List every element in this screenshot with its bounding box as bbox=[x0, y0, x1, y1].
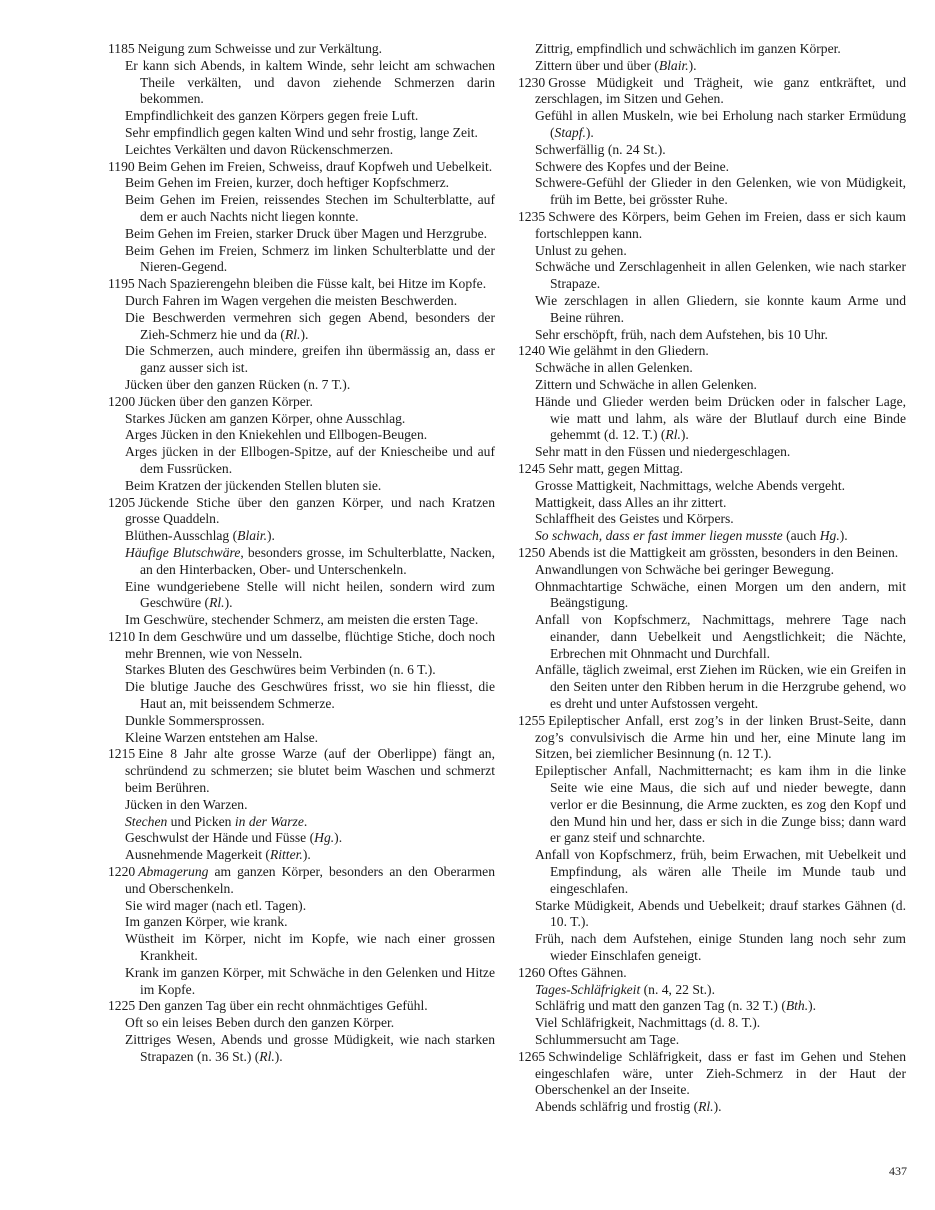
entry-text: Starkes Bluten des Geschwüres beim Verbinden (n. 6 T.). bbox=[125, 662, 436, 678]
entry-text: Grosse Mattigkeit, Nachmittags, welche Abends vergeht. bbox=[535, 477, 846, 493]
symptom-entry bbox=[108, 713, 495, 730]
entry-text: Beim Gehen im Freien, starker Druck über Magen und Herzgrube. bbox=[125, 225, 487, 241]
entry-text: Sehr matt, gegen Mittag. bbox=[548, 460, 683, 476]
symptom-entry bbox=[108, 830, 495, 847]
entry-text: Neigung zum Schweisse und zur Verkältung. bbox=[137, 41, 383, 56]
symptom-entry bbox=[518, 58, 906, 75]
numbered-symptom-entry bbox=[518, 965, 906, 982]
entry-text: Kleine Warzen entstehen am Halse. bbox=[125, 729, 319, 745]
symptom-entry bbox=[108, 965, 495, 999]
entry-text: Oft so ein leises Beben durch den ganzen Körper. bbox=[125, 1015, 395, 1031]
italic-text: Stechen bbox=[125, 813, 168, 829]
entry-text: Gefühl in allen Muskeln, wie bei Erholung nach starker Ermüdung ( bbox=[535, 108, 906, 140]
entry-text: Leichtes Verkälten und davon Rückenschmerzen. bbox=[125, 141, 394, 157]
entry-text: Epileptischer Anfall, erst zog’s in der linken Brust-Seite, dann zog’s convulsivisch die Arme hin und her, eine Minute lang im Sitzen, bei ziemlicher Besinnung (n. 12 T.). bbox=[535, 712, 906, 762]
symptom-entry bbox=[108, 243, 495, 277]
italic-text: Tages-Schläfrigkeit bbox=[535, 981, 641, 997]
entry-number: 1260 bbox=[518, 964, 546, 980]
symptom-entry bbox=[108, 528, 495, 545]
entry-text: Empfindlichkeit des ganzen Körpers gegen freie Luft. bbox=[125, 108, 419, 124]
entry-text: In dem Geschwüre und um dasselbe, flüchtige Stiche, doch noch mehr Brennen, wie von Nesseln. bbox=[125, 628, 495, 661]
entry-text: Schwäche und Zerschlagenheit in allen Gelenken, wie nach starker Strapaze. bbox=[535, 259, 906, 292]
entry-text: Jücken in den Warzen. bbox=[125, 796, 248, 812]
symptom-entry bbox=[108, 545, 495, 579]
entry-text: Jücken über den ganzen Rücken (n. 7 T.). bbox=[125, 376, 351, 392]
entry-number: 1190 bbox=[108, 158, 135, 174]
entry-text: Blüthen-Ausschlag ( bbox=[125, 528, 238, 544]
entry-text: Schwäche in allen Gelenken. bbox=[535, 360, 693, 376]
entry-text: Schwere-Gefühl der Glieder in den Gelenken, wie von Müdigkeit, früh im Bette, bei grösster Ruhe. bbox=[535, 175, 906, 208]
entry-number: 1230 bbox=[518, 74, 546, 90]
entry-number: 1210 bbox=[108, 628, 136, 644]
numbered-symptom-entry bbox=[108, 394, 495, 411]
entry-text: ). bbox=[808, 998, 817, 1014]
entry-text: Krank im ganzen Körper, mit Schwäche in den Gelenken und Hitze im Kopfe. bbox=[125, 964, 495, 997]
symptom-entry bbox=[518, 1032, 906, 1049]
entry-text: Beim Gehen im Freien, Schweiss, drauf Kopfweh und Uebelkeit. bbox=[137, 158, 493, 174]
symptom-entry bbox=[518, 612, 906, 662]
symptom-entry bbox=[518, 511, 906, 528]
entry-text: Eine wundgeriebene Stelle will nicht heilen, sondern wird zum Geschwüre ( bbox=[125, 578, 495, 611]
entry-text: Schwindelige Schläfrigkeit, dass er fast im Gehen und Stehen eingeschlafen wäre, unter Zieh-Schmerz in der Haut der Oberschenkel an der Inseite. bbox=[535, 1048, 906, 1098]
italic-text: Abmagerung bbox=[138, 864, 209, 880]
symptom-entry bbox=[518, 327, 906, 344]
entry-text: und Picken bbox=[167, 813, 235, 829]
numbered-symptom-entry bbox=[108, 495, 495, 529]
entry-text: , besonders grosse, im Schulterblatte, Nacken, an den Hinterbacken, Ober- und Unterschenkeln. bbox=[140, 544, 495, 577]
entry-text: Ohnmachtartige Schwäche, einen Morgen um den andern, mit Beängstigung. bbox=[535, 578, 906, 611]
entry-text: Beim Kratzen der jückenden Stellen bluten sie. bbox=[125, 477, 382, 493]
entry-text: Die Beschwerden vermehren sich gegen Abend, besonders der Zieh-Schmerz hie und da ( bbox=[125, 309, 495, 342]
symptom-entry bbox=[518, 394, 906, 444]
entry-number: 1200 bbox=[108, 393, 136, 409]
entry-text: ). bbox=[334, 830, 343, 846]
entry-text: Schwere des Kopfes und der Beine. bbox=[535, 158, 730, 174]
symptom-entry bbox=[518, 293, 906, 327]
symptom-entry bbox=[108, 931, 495, 965]
entry-text: Wie zerschlagen in allen Gliedern, sie konnte kaum Arme und Beine rühren. bbox=[535, 292, 906, 325]
symptom-entry bbox=[518, 1099, 906, 1116]
numbered-symptom-entry bbox=[518, 75, 906, 109]
symptom-entry bbox=[518, 259, 906, 293]
entry-text: Wie gelähmt in den Gliedern. bbox=[548, 343, 709, 359]
symptom-entry bbox=[108, 662, 495, 679]
symptom-entry bbox=[518, 763, 906, 847]
symptom-entry bbox=[518, 662, 906, 712]
entry-text: Anwandlungen von Schwäche bei geringer Bewegung. bbox=[535, 561, 834, 577]
italic-text: So schwach, dass er fast immer liegen musste bbox=[535, 528, 783, 544]
entry-number: 1250 bbox=[518, 544, 546, 560]
entry-text: Wüstheit im Körper, nicht im Kopfe, wie nach einer grossen Krankheit. bbox=[125, 931, 495, 964]
symptom-entry bbox=[108, 142, 495, 159]
italic-text: in der Warze bbox=[234, 813, 304, 829]
symptom-entry bbox=[518, 998, 906, 1015]
symptom-entry bbox=[518, 495, 906, 512]
entry-text: Den ganzen Tag über ein recht ohnmächtiges Gefühl. bbox=[138, 998, 428, 1014]
symptom-entry bbox=[518, 377, 906, 394]
entry-text: Jücken über den ganzen Körper. bbox=[138, 393, 313, 409]
entry-text: ). bbox=[302, 847, 311, 863]
entry-number: 1225 bbox=[108, 998, 136, 1014]
entry-text: ). bbox=[713, 1099, 722, 1115]
entry-text: ). bbox=[585, 124, 594, 140]
symptom-entry bbox=[108, 192, 495, 226]
entry-text: ). bbox=[274, 1048, 283, 1064]
entry-text: Grosse Müdigkeit und Trägheit, wie ganz entkräftet, und zerschlagen, im Sitzen und Gehen. bbox=[535, 74, 906, 107]
entry-text: Ausnehmende Magerkeit ( bbox=[125, 847, 270, 863]
symptom-entry bbox=[518, 847, 906, 897]
entry-text: Arges Jücken in den Kniekehlen und Ellbogen-Beugen. bbox=[125, 427, 428, 443]
entry-text: Im Geschwüre, stechender Schmerz, am meisten die ersten Tage. bbox=[125, 612, 479, 628]
entry-text: Eine 8 Jahr alte grosse Warze (auf der Oberlippe) fängt an, schründend zu schmerzen; sie blutet beim Waschen und schmerzt beim Berühren. bbox=[125, 746, 495, 796]
entry-text: Beim Gehen im Freien, reissendes Stechen im Schulterblatte, auf dem er auch Nachts nicht liegen konnte. bbox=[125, 192, 495, 224]
symptom-entry bbox=[518, 360, 906, 377]
symptom-entry bbox=[108, 579, 495, 613]
entry-text: Schwere des Körpers, beim Gehen im Freien, dass er sich kaum fortschleppen kann. bbox=[535, 208, 906, 241]
entry-text: Zittrig, empfindlich und schwächlich im ganzen Körper. bbox=[535, 41, 841, 56]
italic-text: Häufige Blutschwäre bbox=[125, 544, 241, 560]
entry-text: ). bbox=[688, 57, 697, 73]
numbered-symptom-entry bbox=[518, 461, 906, 478]
entry-text: Viel Schläfrigkeit, Nachmittags (d. 8. T.). bbox=[535, 1015, 761, 1031]
numbered-symptom-entry bbox=[518, 343, 906, 360]
symptom-entry bbox=[108, 125, 495, 142]
symptom-entry bbox=[108, 797, 495, 814]
numbered-symptom-entry bbox=[518, 713, 906, 763]
entry-text: Zittern über und über ( bbox=[535, 57, 659, 73]
numbered-symptom-entry bbox=[108, 746, 495, 796]
symptom-entry bbox=[518, 982, 906, 999]
entry-text: ). bbox=[680, 427, 689, 443]
symptom-entry bbox=[108, 293, 495, 310]
entry-text: Sehr matt in den Füssen und niedergeschlagen. bbox=[535, 444, 791, 460]
entry-number: 1195 bbox=[108, 276, 135, 292]
symptom-entry bbox=[518, 159, 906, 176]
entry-text: (auch bbox=[782, 528, 820, 544]
entry-text: Die blutige Jauche des Geschwüres frisst, wo sie hin fliesst, die Haut an, mit beissendem Schmerze. bbox=[125, 679, 495, 712]
symptom-entry bbox=[108, 1015, 495, 1032]
entry-number: 1220 bbox=[108, 864, 136, 880]
entry-text: Zittriges Wesen, Abends und grosse Müdigkeit, wie nach starken Strapazen (n. 36 St.) ( bbox=[125, 1032, 495, 1064]
entry-text: Epileptischer Anfall, Nachmitternacht; es kam ihm in die linke Seite wie eine Maus, die sich auf und nieder bewegte, dann verlor er die Besinnung, die Arme zuckten, es zog den Kopf und den Mund hin und her, dass er sich in die Zunge biss; dann ward er ganz steif und schnarchte. bbox=[535, 763, 906, 846]
italic-text: Blair. bbox=[237, 528, 267, 544]
symptom-entry bbox=[108, 612, 495, 629]
symptom-entry bbox=[108, 847, 495, 864]
symptom-entry bbox=[108, 679, 495, 713]
symptom-entry bbox=[108, 108, 495, 125]
italic-text: Rl. bbox=[698, 1099, 714, 1115]
symptom-entry bbox=[518, 579, 906, 613]
entry-number: 1265 bbox=[518, 1048, 546, 1064]
italic-text: Hg. bbox=[819, 528, 840, 544]
entry-text: Abends schläfrig und frostig ( bbox=[535, 1099, 699, 1115]
numbered-symptom-entry bbox=[518, 545, 906, 562]
entry-text: Abends ist die Mattigkeit am grössten, besonders in den Beinen. bbox=[548, 544, 899, 560]
italic-text: Bth. bbox=[785, 998, 809, 1014]
symptom-entry bbox=[518, 108, 906, 142]
entry-text: . bbox=[303, 813, 308, 829]
symptom-entry bbox=[108, 1032, 495, 1066]
symptom-entry bbox=[518, 931, 906, 965]
symptom-entry bbox=[518, 528, 906, 545]
entry-number: 1240 bbox=[518, 343, 546, 359]
left-column bbox=[108, 41, 495, 1066]
numbered-symptom-entry bbox=[108, 41, 495, 58]
entry-text: Dunkle Sommersprossen. bbox=[125, 712, 265, 728]
entry-text: Mattigkeit, dass Alles an ihr zittert. bbox=[535, 494, 727, 510]
symptom-entry bbox=[108, 814, 495, 831]
numbered-symptom-entry bbox=[108, 276, 495, 293]
symptom-entry bbox=[108, 175, 495, 192]
entry-text: Die Schmerzen, auch mindere, greifen ihn übermässig an, dass er ganz ausser sich ist. bbox=[125, 343, 495, 376]
entry-text: Schlummersucht am Tage. bbox=[535, 1032, 680, 1048]
symptom-entry bbox=[108, 444, 495, 478]
entry-text: Starkes Jücken am ganzen Körper, ohne Ausschlag. bbox=[125, 410, 406, 426]
entry-text: (n. 4, 22 St.). bbox=[640, 981, 715, 997]
symptom-entry bbox=[518, 142, 906, 159]
entry-text: Sehr empfindlich gegen kalten Wind und sehr frostig, lange Zeit. bbox=[125, 124, 478, 140]
symptom-entry bbox=[108, 411, 495, 428]
entry-text: Anfälle, täglich zweimal, erst Ziehen im Rücken, wie ein Greifen in den Seiten unter den Ribben herum in die Herzgrube gehend, wo es dreht und unter Aufstossen vergeht. bbox=[535, 662, 906, 712]
symptom-entry bbox=[108, 226, 495, 243]
entry-text: Starke Müdigkeit, Abends und Uebelkeit; drauf starkes Gähnen (d. 10. T.). bbox=[535, 897, 906, 930]
symptom-entry bbox=[108, 914, 495, 931]
symptom-entry bbox=[518, 41, 906, 58]
entry-text: Hände und Glieder werden beim Drücken oder in falscher Lage, wie matt und lahm, als wäre der Blutlauf durch eine Binde gehemmt (d. 12. T.) ( bbox=[535, 393, 906, 443]
entry-text: ). bbox=[839, 528, 848, 544]
symptom-entry bbox=[108, 310, 495, 344]
symptom-entry bbox=[518, 243, 906, 260]
entry-text: Jückende Stiche über den ganzen Körper, und nach Kratzen grosse Quaddeln. bbox=[125, 494, 495, 527]
entry-text: ). bbox=[266, 528, 275, 544]
numbered-symptom-entry bbox=[108, 629, 495, 663]
entry-text: ). bbox=[224, 595, 233, 611]
italic-text: Rl. bbox=[259, 1048, 275, 1064]
entry-text: Beim Gehen im Freien, Schmerz im linken Schulterblatte und der Nieren-Gegend. bbox=[125, 242, 495, 275]
numbered-symptom-entry bbox=[108, 998, 495, 1015]
numbered-symptom-entry bbox=[518, 1049, 906, 1099]
italic-text: Rl. bbox=[284, 326, 301, 342]
entry-text: Im ganzen Körper, wie krank. bbox=[125, 914, 288, 930]
entry-number: 1215 bbox=[108, 746, 136, 762]
symptom-entry bbox=[518, 898, 906, 932]
symptom-entry bbox=[108, 58, 495, 108]
italic-text: Blair. bbox=[658, 57, 689, 73]
entry-text: Er kann sich Abends, in kaltem Winde, sehr leicht am schwachen Theile verkälten, und davon ziehende Schmerzen darin bekommen. bbox=[125, 57, 495, 107]
entry-text: Schläfrig und matt den ganzen Tag (n. 32 T.) ( bbox=[535, 998, 786, 1014]
entry-text: Beim Gehen im Freien, kurzer, doch heftiger Kopfschmerz. bbox=[125, 175, 450, 191]
entry-text: Durch Fahren im Wagen vergehen die meisten Beschwerden. bbox=[125, 292, 458, 308]
symptom-entry bbox=[518, 444, 906, 461]
numbered-symptom-entry bbox=[108, 159, 495, 176]
symptom-entry bbox=[108, 478, 495, 495]
symptom-entry bbox=[108, 730, 495, 747]
italic-text: Stapf. bbox=[554, 124, 586, 140]
page-number: 437 bbox=[889, 1164, 907, 1178]
entry-text: Sehr erschöpft, früh, nach dem Aufstehen, bis 10 Uhr. bbox=[535, 326, 828, 342]
entry-text: Oftes Gähnen. bbox=[548, 964, 627, 980]
entry-text: am ganzen Körper, besonders an den Oberarmen und Oberschenkeln. bbox=[125, 864, 495, 896]
entry-text: Anfall von Kopfschmerz, Nachmittags, mehrere Tage nach einander, dann Uebelkeit und Aengstlichkeit; die Nächte, Erbrechen mit Ohnmacht und Durchfall. bbox=[535, 612, 906, 661]
symptom-entry bbox=[518, 1015, 906, 1032]
symptom-entry bbox=[108, 377, 495, 394]
entry-text: Zittern und Schwäche in allen Gelenken. bbox=[535, 376, 757, 392]
entry-text: ). bbox=[300, 326, 309, 342]
italic-text: Ritter. bbox=[269, 847, 303, 863]
entry-text: Anfall von Kopfschmerz, früh, beim Erwachen, mit Uebelkeit und Empfindung, als wären alle Theile im Munde taub und eingeschlafen. bbox=[535, 847, 906, 896]
symptom-entry bbox=[518, 478, 906, 495]
symptom-entry bbox=[518, 175, 906, 209]
symptom-entry bbox=[108, 898, 495, 915]
entry-number: 1185 bbox=[108, 41, 135, 56]
entry-number: 1245 bbox=[518, 460, 546, 476]
entry-text: Nach Spazierengehn bleiben die Füsse kalt, bei Hitze im Kopfe. bbox=[137, 276, 487, 292]
right-column bbox=[518, 41, 906, 1116]
entry-number: 1235 bbox=[518, 208, 546, 224]
entry-text: Arges jücken in der Ellbogen-Spitze, auf der Kniescheibe und auf dem Fussrücken. bbox=[125, 444, 495, 476]
italic-text: Hg. bbox=[314, 830, 335, 846]
italic-text: Rl. bbox=[209, 595, 225, 611]
numbered-symptom-entry bbox=[108, 864, 495, 898]
entry-number: 1205 bbox=[108, 494, 136, 510]
entry-text: Unlust zu gehen. bbox=[535, 242, 627, 258]
entry-text: Schlaffheit des Geistes und Körpers. bbox=[535, 511, 734, 527]
entry-text: Früh, nach dem Aufstehen, einige Stunden lang noch sehr zum wieder Einschlafen geneigt. bbox=[535, 931, 906, 964]
symptom-entry bbox=[108, 343, 495, 377]
symptom-entry bbox=[108, 427, 495, 444]
entry-text: Geschwulst der Hände und Füsse ( bbox=[125, 830, 315, 846]
entry-text: Schwerfällig (n. 24 St.). bbox=[535, 141, 666, 157]
entry-text: Sie wird mager (nach etl. Tagen). bbox=[125, 897, 307, 913]
italic-text: Rl. bbox=[665, 427, 681, 443]
numbered-symptom-entry bbox=[518, 209, 906, 243]
entry-number: 1255 bbox=[518, 712, 546, 728]
symptom-entry bbox=[518, 562, 906, 579]
